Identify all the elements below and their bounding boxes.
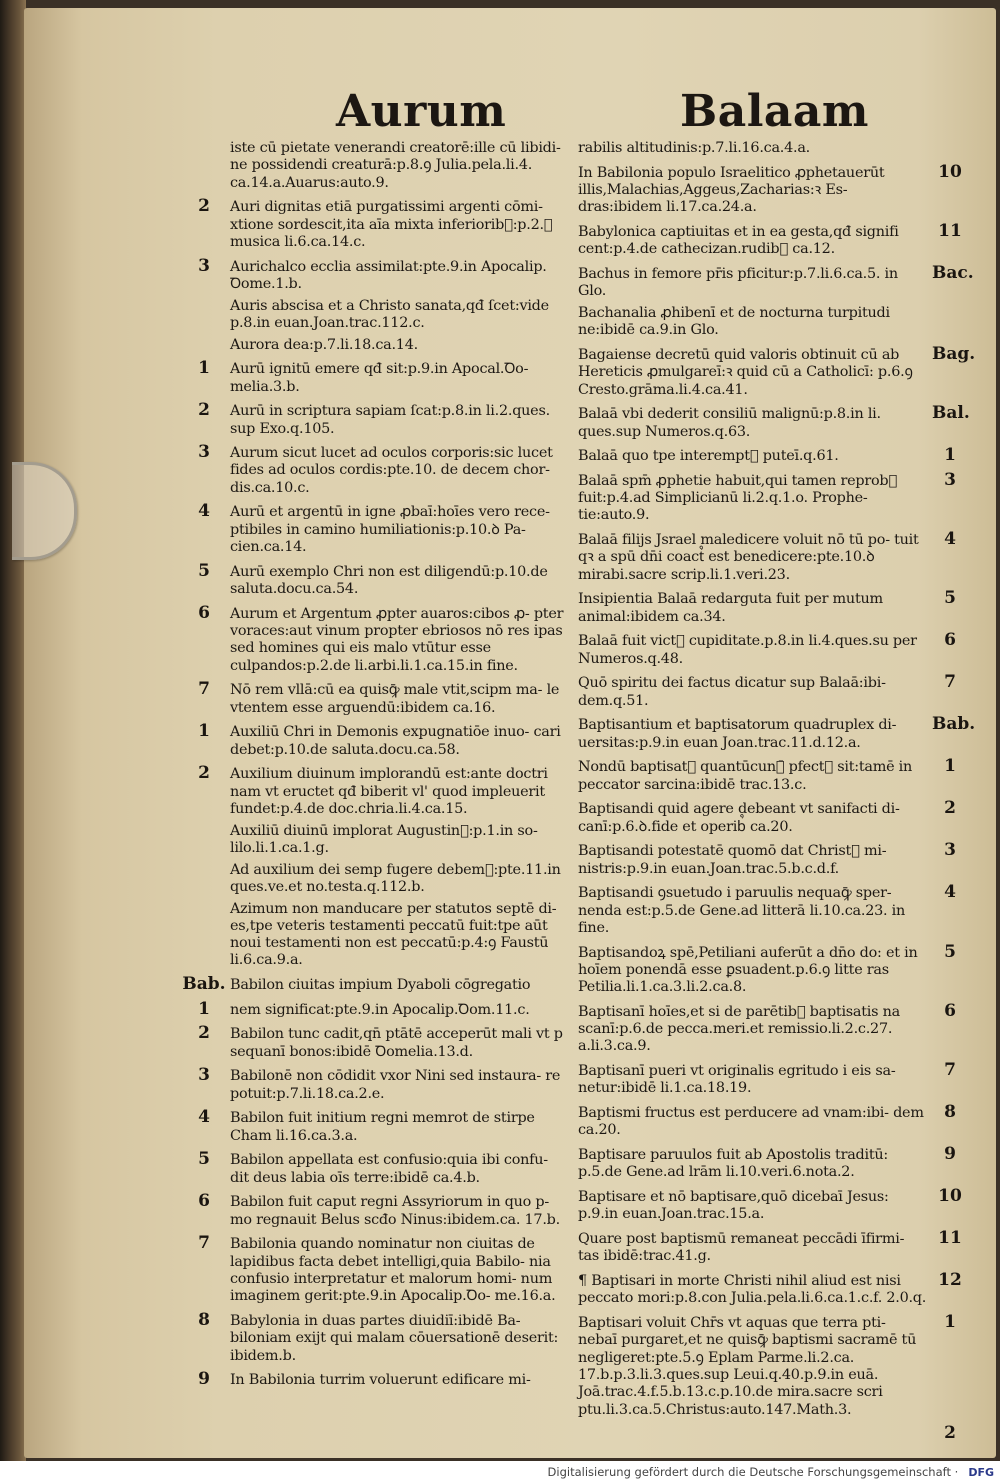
index-entry xyxy=(578,305,968,340)
entry-text: Babilon ciuitas impium Dyaboli cōgregatio xyxy=(230,977,531,994)
entry-text: Ad auxilium dei semp fugere debem᷒:pte.11.in ques.ve.et no.testa.q.112.b. xyxy=(230,861,561,895)
index-entry xyxy=(578,162,968,217)
index-entry xyxy=(578,1060,968,1098)
entry-text: Babilon fuit initium regni memrot de stirpe Cham li.16.ca.3.a. xyxy=(230,1110,535,1144)
entry-text: Baptisanī pueri vt originalis egritudo i eis sa- netur:ibidē li.1.ca.18.19. xyxy=(578,1063,896,1097)
index-entry xyxy=(178,603,570,675)
index-entry xyxy=(578,1423,968,1443)
entry-text: In Babilonia turrim voluerunt edificare mi- xyxy=(230,1372,531,1389)
footer-credit: Digitalisierung gefördert durch die Deutsche Forschungsgemeinschaft · xyxy=(547,1465,959,1479)
entry-marker: 7 xyxy=(944,1060,956,1081)
index-entry xyxy=(178,1065,570,1103)
index-entry xyxy=(178,1023,570,1061)
entry-marker: 7 xyxy=(944,672,956,693)
index-entry xyxy=(578,529,968,584)
entry-text: Baptismi fructus est perducere ad vnam:ibi- dem ca.20. xyxy=(578,1105,924,1139)
entry-text: Balaā fuit vict᷒ cupiditate.p.8.in li.4.ques.su per Numeros.q.48. xyxy=(578,633,917,667)
index-entry xyxy=(578,470,968,525)
book-binding xyxy=(0,0,26,1483)
entry-marker: 8 xyxy=(198,1309,210,1330)
index-entry xyxy=(178,1233,570,1305)
entry-text: Babylonia in duas partes diuidiī:ibidē Ba- biloniam exijt qui malam cōuersationē deserit: ibidem.b. xyxy=(230,1312,559,1364)
entry-marker: 5 xyxy=(198,560,210,581)
index-entry xyxy=(578,798,968,836)
entry-text: Bachanalia ꝓhibenī et de nocturna turpitudi ne:ibidē ca.9.in Glo. xyxy=(578,304,890,339)
entry-marker: 2 xyxy=(198,763,210,784)
entry-text: Baptisare paruulos fuit ab Apostolis traditū: p.5.de Gene.ad lrām li.10.veri.6.nota.2. xyxy=(578,1147,889,1181)
entry-marker: Bag. xyxy=(932,343,976,364)
index-entry xyxy=(178,721,570,759)
entry-text: Aurum et Argentum ꝓpter auaros:cibos ꝓ- pter voraces:aut vinum propter ebriosos nō res ipas sed homines qui eis malo vtūtur esse culpandos:p.2.de li.arbi.li.1.ca.15.in fine. xyxy=(230,605,564,674)
entry-marker: 6 xyxy=(944,630,956,651)
entry-marker: 4 xyxy=(944,882,956,903)
entry-marker: 3 xyxy=(198,1065,210,1086)
entry-text: Auxilium diuinum implorandū est:ante doctri nam vt eructet qđ biberit vl' quod impleuerit fundet:p.4.de doc.chria.li.4.ca.15. xyxy=(230,766,548,817)
entry-marker: 4 xyxy=(198,501,210,522)
entry-text: Insipientia Balaā redarguta fuit per mutum animal:ibidem ca.34. xyxy=(578,591,883,625)
entry-text: Babylonica captiuitas et in ea gesta,qđ signifi cent:p.4.de cathecizan.rudib᷒ ca.12. xyxy=(578,223,899,258)
entry-text: rabilis altitudinis:p.7.li.16.ca.4.a. xyxy=(578,140,811,156)
entry-text: Baptisandi ꝯsuetudo i paruulis nequaꝙ̄ sper- nenda est:p.5.de Gene.ad litterā li.10.ca.23. in fine. xyxy=(578,885,906,936)
entry-marker: 1 xyxy=(944,756,956,777)
entry-marker: 11 xyxy=(938,220,962,241)
entry-marker: Bal. xyxy=(932,403,970,424)
index-entry xyxy=(578,1144,968,1182)
entry-marker: Bab. xyxy=(182,974,226,995)
entry-text: Aurū ignitū emere qđ sit:p.9.in Apocal.Ꝺo- melia.3.b. xyxy=(230,361,529,395)
entry-text: Babilon appellata est confusio:quia ibi confu- dit deus labia oīs terre:ibidē ca.4.b. xyxy=(230,1152,548,1186)
entry-marker: 5 xyxy=(944,941,956,962)
entry-text: Bagaiense decretū quid valoris obtinuit cū ab Hereticis ꝓmulgareī:ꝛ quid cū a Catholicī: p.6.ꝯ Cresto.grāma.li.4.ca.41. xyxy=(578,346,913,398)
index-entry xyxy=(178,561,570,599)
index-entry xyxy=(178,358,570,396)
index-entry xyxy=(178,901,570,970)
entry-marker: 2 xyxy=(198,400,210,421)
entry-text: Balaā vbi dederit consiliū malignū:p.8.in li. ques.sup Numeros.q.63. xyxy=(578,406,881,440)
entry-marker: 5 xyxy=(198,1149,210,1170)
entry-marker: 10 xyxy=(938,161,962,182)
entry-marker: 2 xyxy=(944,798,956,819)
entry-text: Auxiliū Chri in Demonis expugnatiōe inuo- cari debet:p.10.de saluta.docu.ca.58. xyxy=(230,724,561,758)
entry-text: Baptisandi potestatē quomō dat Christ᷒ mi- nistris:p.9.in euan.Joan.trac.5.b.c.d.f. xyxy=(578,843,887,877)
entry-text: Baptisantium et baptisatorum quadruplex di- uersitas:p.9.in euan Joan.trac.11.d.12.a. xyxy=(578,717,897,751)
entry-marker: 9 xyxy=(944,1144,956,1165)
entry-text: Aurū in scriptura sapiam ſcat:p.8.in li.2.ques. sup Exo.q.105. xyxy=(230,403,550,437)
entry-text: Babilonia quando nominatur non ciuitas de lapidibus facta debet intelligi,quia Babilo- nia confusio interpretatur et malorum homi- num imaginem gerit:pte.9.in Apocalip.Ꝺo- me.16.a. xyxy=(230,1236,556,1305)
entry-text: Auri dignitas etiā purgatissimi argenti cōmi- xtione sordescit,ita aīa mixta inferiorib᷒:p.2.ꝺ musica li.6.ca.14.c. xyxy=(230,199,553,250)
index-column-right xyxy=(578,140,976,1448)
index-entry xyxy=(178,1149,570,1187)
index-entry xyxy=(178,862,570,897)
index-entry xyxy=(178,196,570,251)
index-entry xyxy=(578,403,968,441)
entry-text: Baptisanī hoīes,et si de parētib᷒ baptisatis na scanī:p.6.de pecca.meri.et remissio.li.2.c.27. a.li.3.ca.9. xyxy=(578,1003,900,1055)
entry-text: Aurū et argentū in igne ꝓbaī:hoīes vero rece- ptibiles in camino humiliationis:p.10.ꝺ Pa- cien.ca.14. xyxy=(230,504,550,556)
entry-text: nem significat:pte.9.in Apocalip.Ꝺom.11.c. xyxy=(230,1001,530,1018)
entry-text: Aurum sicut lucet ad oculos corporis:sic lucet fides ad oculos cordis:pte.10. de decem chor- dis.ca.10.c. xyxy=(230,445,553,496)
entry-marker: 6 xyxy=(198,1191,210,1212)
entry-marker: 9 xyxy=(198,1369,210,1390)
index-entry xyxy=(178,823,570,858)
index-entry xyxy=(578,882,968,937)
index-entry xyxy=(578,630,968,668)
index-entry xyxy=(578,840,968,878)
index-entry xyxy=(578,262,974,301)
heading-left: Aurum xyxy=(336,86,507,137)
entry-marker: 6 xyxy=(944,1000,956,1021)
index-entry xyxy=(578,672,968,710)
index-entry xyxy=(578,343,976,399)
index-entry xyxy=(178,999,570,1019)
index-entry xyxy=(178,1191,570,1229)
index-entry xyxy=(178,679,570,717)
entry-text: Baptisari voluit Chr̄s vt aquas que terra pti- nebaī purgaret,et ne quisꝙ̄ baptismi sacramē tū negligeret:pte.5.ꝯ Eplam Parme.li.2.ca. 17.b.p.3.li.3.ques.sup Leui.q.40.p.9.in euā. Joā.trac.4.f.5.b.13.c.p.10.de mira.sacre scri ptu.li.3.ca.5.Christus:auto.147.Math.3. xyxy=(578,1315,917,1418)
entry-marker: 5 xyxy=(944,588,956,609)
entry-text: Bachus in femore pr̄is pficitur:p.7.li.6.ca.5. in Glo. xyxy=(578,265,898,300)
index-entry xyxy=(578,588,968,626)
entry-text: Balaā spm̄ ꝓphetie habuit,qui tamen reprob᷒ fuit:p.4.ad Simplicianū li.2.q.1.o. Prophe- tie:auto.9. xyxy=(578,472,897,524)
index-entry xyxy=(578,221,968,259)
entry-text: Baptisandoꝝ spē,Petiliani auferūt a dn̄o do: et in hoīem ponendā esse ꝑsuadent.p.6.ꝯ litte ras Petilia.li.1.ca.3.li.2.ca.8. xyxy=(578,944,918,996)
entry-text: Babilon fuit caput regni Assyriorum in quo p- mo regnauit Belus scđo Ninus:ibidem.ca. 17.b. xyxy=(230,1194,560,1228)
entry-marker: 7 xyxy=(198,1233,210,1254)
entry-marker: 1 xyxy=(944,445,956,466)
entry-marker: 3 xyxy=(944,840,956,861)
entry-marker: 1 xyxy=(198,998,210,1019)
entry-text: Auxiliū diuinū implorat Augustin᷒:p.1.in so- lilo.li.1.ca.1.g. xyxy=(230,822,538,856)
entry-text: Quare post baptismū remaneat peccādi īfirmi- tas ibidē:trac.41.g. xyxy=(578,1231,905,1265)
index-entry xyxy=(578,942,968,997)
entry-marker: 8 xyxy=(944,1102,956,1123)
entry-marker: 12 xyxy=(938,1270,962,1291)
index-entry xyxy=(178,501,570,556)
index-entry xyxy=(578,1102,968,1140)
entry-marker: 4 xyxy=(198,1107,210,1128)
entry-marker: 7 xyxy=(198,679,210,700)
entry-text: Azimum non manducare per statutos septē di- es,tpe veteris testamenti peccatū fuit:tpe aūt noui testamenti non est peccatū:p.4:ꝯ Faustū li.6.ca.9.a. xyxy=(230,900,557,969)
index-entry xyxy=(578,140,968,157)
entry-text: Baptisare et nō baptisare,quō dicebaī Jesus: p.9.in euan.Joan.trac.15.a. xyxy=(578,1189,889,1223)
index-entry xyxy=(178,298,570,333)
entry-text: Aurū exemplo Chri non est diligendū:p.10.de saluta.docu.ca.54. xyxy=(230,563,548,598)
heading-right: Balaam xyxy=(680,86,869,137)
dfg-logo: DFG xyxy=(968,1465,994,1479)
index-entry xyxy=(178,140,570,192)
entry-marker: 1 xyxy=(198,721,210,742)
entry-marker: 1 xyxy=(944,1312,956,1333)
entry-text: iste cū pietate venerandi creatorē:ille cū libidi- ne possidendi creaturā:p.8.ꝯ Julia.pela.li.4. ca.14.a.Auarus:auto.9. xyxy=(230,140,561,191)
entry-marker: 1 xyxy=(198,358,210,379)
index-entry xyxy=(178,442,570,497)
entry-text: Aurichalco ecclia assimilat:pte.9.in Apocalip. Ꝺome.1.b. xyxy=(230,258,547,292)
index-entry xyxy=(578,445,968,465)
index-entry xyxy=(578,714,976,752)
entry-text: Aurora dea:p.7.li.18.ca.14. xyxy=(230,336,418,353)
entry-text: Nō rem vllā:cū ea quisꝙ̄ male vtit,scipm ma- le vtentem esse arguendū:ibidem ca.16. xyxy=(230,682,560,716)
index-entry xyxy=(178,1107,570,1145)
index-entry xyxy=(178,1310,570,1365)
entry-marker: 4 xyxy=(944,529,956,550)
index-entry xyxy=(178,974,570,994)
entry-marker: 3 xyxy=(944,469,956,490)
index-entry xyxy=(578,756,968,794)
entry-text: Balaā quo tpe interempt᷒ puteī.q.61. xyxy=(578,448,839,465)
index-entry xyxy=(578,1228,968,1266)
entry-marker: 2 xyxy=(198,1023,210,1044)
entry-text: Baptisandi quid agere debeant vt sanifacti di- canī:p.6.ꝺ.fide et operib᷒ ca.20. xyxy=(578,801,900,835)
entry-text: ¶ Baptisari in morte Christi nihil aliud est nisi peccato mori:p.8.con Julia.pela.li.6.ca.1.c.f. 2.0.q. xyxy=(578,1273,927,1307)
entry-marker: 3 xyxy=(198,442,210,463)
entry-text: Babilon tunc cadit,qn̄ ptātē acceperūt mali vt p sequanī bonos:ibidē Ꝺomelia.13.d. xyxy=(230,1026,563,1060)
entry-marker: 10 xyxy=(938,1186,962,1207)
index-entry xyxy=(578,1001,968,1056)
index-entry xyxy=(578,1270,968,1308)
entry-marker: 11 xyxy=(938,1228,962,1249)
index-entry xyxy=(578,1186,968,1224)
entry-text: In Babilonia populo Israelitico ꝓphetauerūt illis,Malachias,Aggeus,Zacharias:ꝛ Es- dras:ibidem li.17.ca.24.a. xyxy=(578,164,885,216)
entry-marker: 3 xyxy=(198,255,210,276)
index-entry xyxy=(178,337,570,354)
index-entry xyxy=(178,763,570,818)
index-entry xyxy=(578,1312,968,1419)
index-entry xyxy=(178,1369,570,1389)
entry-marker: 2 xyxy=(198,196,210,217)
index-entry xyxy=(178,400,570,438)
entry-marker: Bac. xyxy=(932,262,974,283)
entry-marker: Bab. xyxy=(932,714,976,735)
entry-text: Quō spiritu dei factus dicatur sup Balaā:ibi- dem.q.51. xyxy=(578,675,886,709)
entry-text: Babilonē non cōdidit vxor Nini sed instaura- re potuit:p.7.li.18.ca.2.e. xyxy=(230,1068,561,1102)
entry-marker: 2 xyxy=(944,1423,956,1444)
entry-marker: 6 xyxy=(198,602,210,623)
digitization-footer xyxy=(0,1461,1000,1483)
entry-text: Balaā filijs Jsrael maledicere voluit nō tū po- tuit qꝛ a spū dn̄i coact᷒ est benedicere:pte.10.ꝺ mirabi.sacre scrip.li.1.veri.23. xyxy=(578,532,919,583)
index-entry xyxy=(178,256,570,294)
entry-text: Auris abscisa et a Christo sanata,qđ ſcet:vide p.8.in euan.Joan.trac.112.c. xyxy=(230,297,549,331)
entry-text: Nondū baptisat᷒ quantūcunꝙ̄ pfect᷒ sit:tamē in peccator sarcina:ibidē trac.13.c. xyxy=(578,759,913,793)
index-column-left xyxy=(178,140,570,1394)
